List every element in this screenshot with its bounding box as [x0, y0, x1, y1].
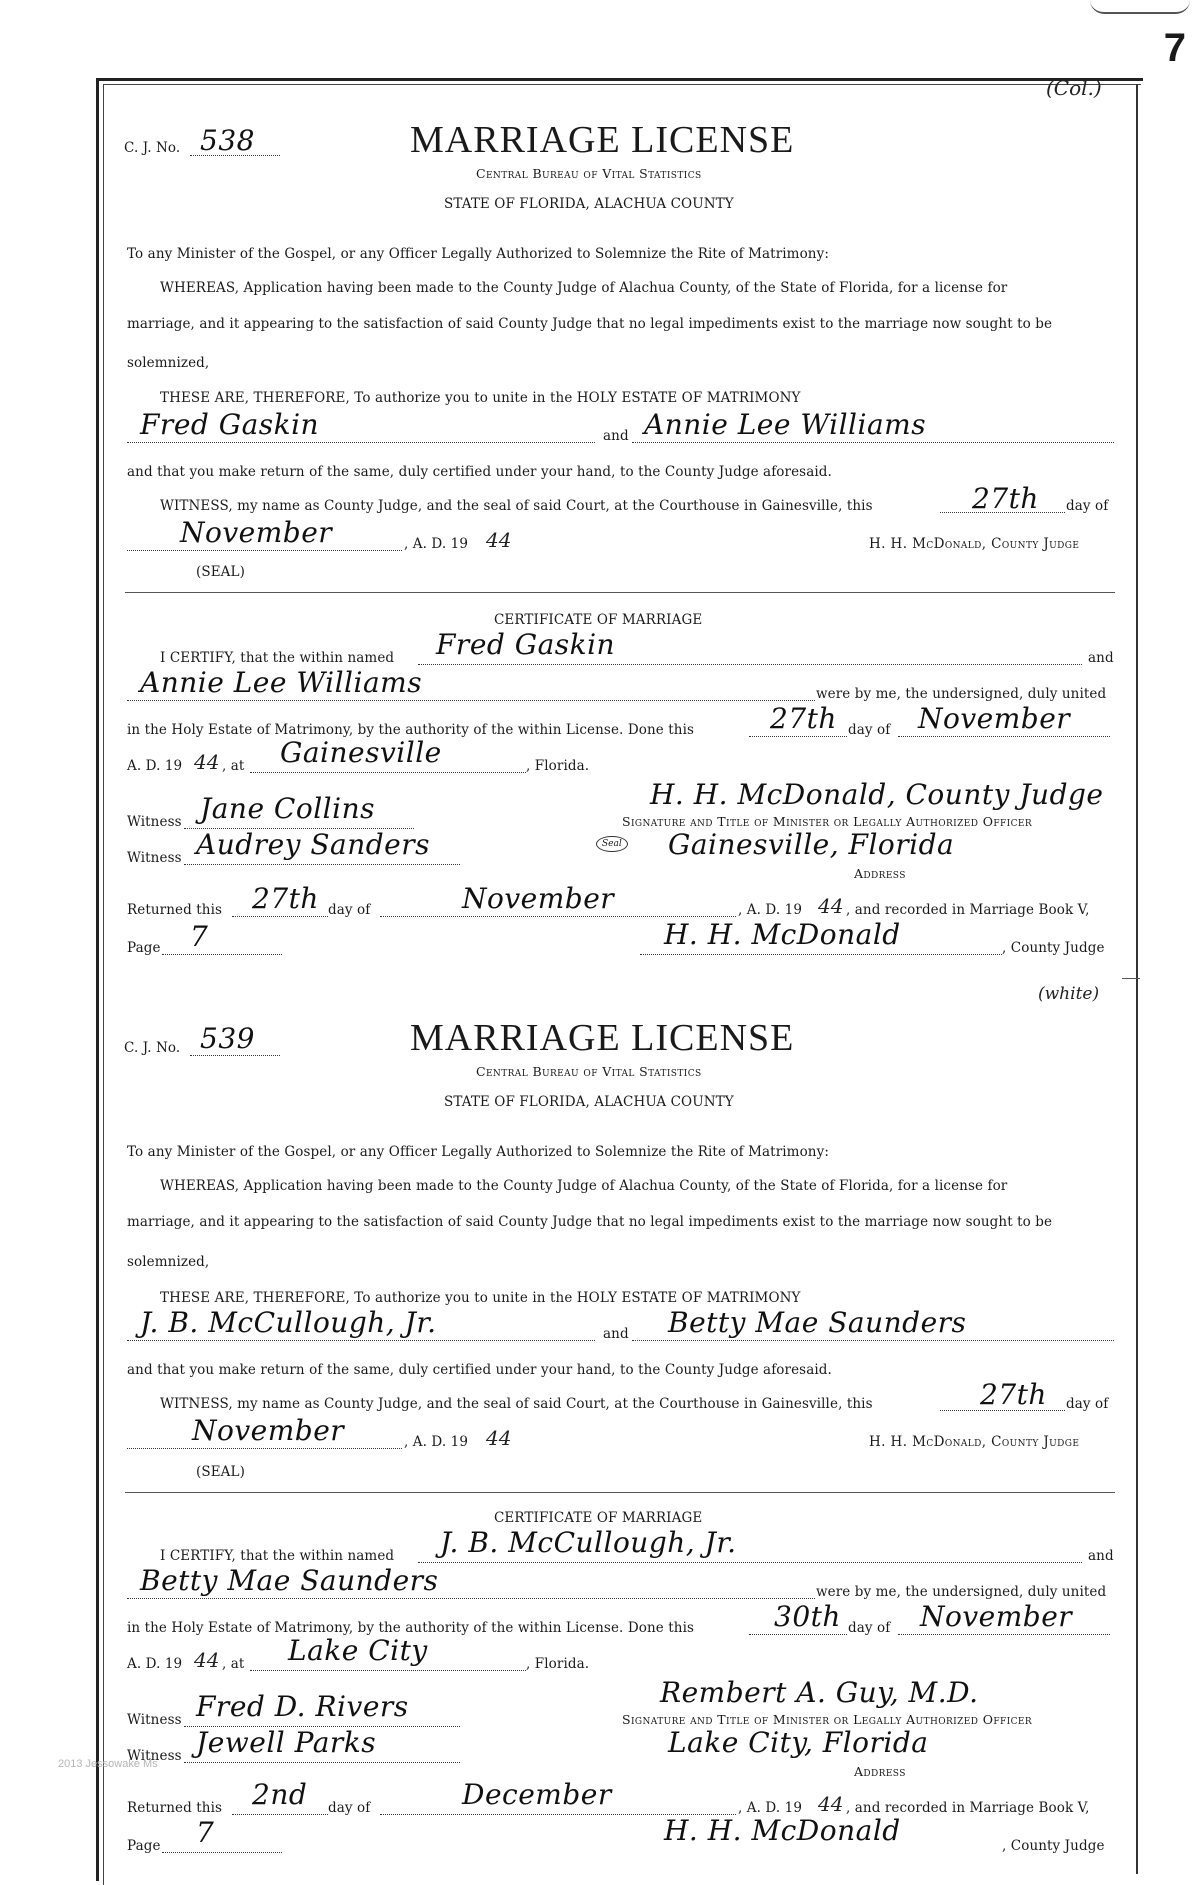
recorded-tail: , and recorded in Marriage Book V, [846, 1800, 1090, 1816]
witness-1: Jane Collins [200, 792, 375, 825]
holy-estate-line: in the Holy Estate of Matrimony, by the authority of the within License. Done this [127, 1620, 695, 1636]
book-page: 7 [196, 1816, 215, 1849]
whereas-line-1: WHEREAS, Application having been made to the County Judge of Alachua County, of the State of Florida, for a license for [160, 1178, 1008, 1194]
returned-month: November [462, 882, 615, 915]
whereas-line-3: solemnized, [127, 355, 210, 371]
i-certify-label: I CERTIFY, that the within named [160, 1548, 395, 1564]
witness-label-2: Witness [127, 850, 182, 866]
county-judge-label: , County Judge [1002, 1838, 1105, 1854]
ad-label: , A. D. 19 [404, 1434, 469, 1450]
license-title: MARRIAGE LICENSE [410, 1017, 795, 1059]
bride-line [632, 442, 1114, 443]
annotation: (Col.) [1046, 76, 1102, 100]
bureau-line: Central Bureau of Vital Statistics [476, 166, 702, 181]
day-of-label-3: day of [328, 902, 371, 918]
done-year: 44 [194, 750, 220, 774]
ad-label-2: A. D. 19 [127, 758, 183, 774]
cj-no-line [190, 1055, 280, 1056]
witness-2: Jewell Parks [196, 1726, 377, 1759]
done-month-line [898, 1634, 1110, 1635]
returned-label: Returned this [127, 902, 223, 918]
book-page-line [162, 954, 282, 955]
witness-month-line [127, 1448, 402, 1449]
cert-groom: Fred Gaskin [436, 628, 616, 661]
cj-no-label: C. J. No. [124, 1040, 181, 1056]
ad-label: , A. D. 19 [404, 536, 469, 552]
book-page: 7 [190, 920, 209, 953]
returned-month: December [462, 1778, 612, 1811]
ad-label-3: , A. D. 19 [738, 902, 803, 918]
officer-signature: Rembert A. Guy, M.D. [660, 1676, 979, 1709]
place: Gainesville [280, 736, 442, 769]
florida-label: , Florida. [526, 1656, 590, 1672]
divider [125, 1492, 1115, 1493]
seal-stamp: Seal [596, 836, 628, 852]
cj-no-value: 539 [200, 1022, 255, 1055]
officer-signature: H. H. McDonald, County Judge [650, 778, 1104, 811]
ad-label-2: A. D. 19 [127, 1656, 183, 1672]
page-label: Page [127, 940, 161, 956]
witness-label-1: Witness [127, 814, 182, 830]
divider [125, 592, 1115, 593]
returned-day: 2nd [252, 1778, 308, 1811]
cert-bride-line [127, 1598, 815, 1599]
day-of-label-2: day of [848, 722, 891, 738]
place: Lake City [288, 1634, 428, 1667]
judge-printed: H. H. McDonald, County Judge [869, 536, 1080, 552]
witness-day: 27th [980, 1378, 1047, 1411]
officer-address: Gainesville, Florida [668, 828, 955, 861]
judge-signature: H. H. McDonald [664, 1814, 901, 1847]
sig-title: Signature and Title of Minister or Legally Authorized Officer [622, 1712, 1033, 1727]
done-day: 27th [770, 702, 837, 735]
were-by-me: were by me, the undersigned, duly united [816, 1584, 1107, 1600]
day-of-label-2: day of [848, 1620, 891, 1636]
top-edge-mark [1090, 0, 1190, 14]
done-month: November [920, 1600, 1073, 1633]
return-clause: and that you make return of the same, duly certified under your hand, to the County Judge aforesaid. [127, 464, 832, 480]
groom-name: J. B. McCullough, Jr. [140, 1306, 437, 1339]
seal-label: (SEAL) [196, 1464, 245, 1480]
book-page-line [162, 1852, 282, 1853]
address-to: To any Minister of the Gospel, or any Officer Legally Authorized to Solemnize the Rite of Matrimony: [127, 1144, 829, 1160]
at-label: , at [222, 1656, 245, 1672]
county-judge-label: , County Judge [1002, 940, 1105, 956]
witness-1: Fred D. Rivers [196, 1690, 409, 1723]
judge-signature-line [640, 954, 1002, 955]
judge-signature: H. H. McDonald [664, 918, 901, 951]
certificate-title: CERTIFICATE OF MARRIAGE [494, 612, 703, 628]
bride-line [632, 1340, 1114, 1341]
address-to: To any Minister of the Gospel, or any Officer Legally Authorized to Solemnize the Rite of Matrimony: [127, 246, 829, 262]
witness-label-2: Witness [127, 1748, 182, 1764]
cert-bride-line [127, 700, 815, 701]
witness-day: 27th [972, 482, 1039, 515]
whereas-line-2: marriage, and it appearing to the satisfaction of said County Judge that no legal impediments exist to the marriage now sought to be [127, 316, 1053, 332]
place-line [250, 1670, 526, 1671]
florida-label: , Florida. [526, 758, 590, 774]
cert-groom: J. B. McCullough, Jr. [440, 1526, 737, 1559]
cj-no-value: 538 [200, 124, 255, 157]
groom-line [127, 442, 595, 443]
witness-clause: WITNESS, my name as County Judge, and the seal of said Court, at the Courthouse in Gainesville, this [160, 1396, 873, 1412]
done-day-line [749, 1634, 847, 1635]
returned-year: 44 [818, 1792, 844, 1816]
witness-label-1: Witness [127, 1712, 182, 1728]
done-day-line [749, 736, 847, 737]
were-by-me: were by me, the undersigned, duly united [816, 686, 1107, 702]
recorded-tail: , and recorded in Marriage Book V, [846, 902, 1090, 918]
state-county-line: STATE OF FLORIDA, ALACHUA COUNTY [444, 1094, 734, 1110]
place-line [250, 772, 526, 773]
and-label-2: and [1088, 650, 1114, 666]
year-suffix: 44 [486, 528, 512, 552]
holy-estate-line: in the Holy Estate of Matrimony, by the authority of the within License. Done this [127, 722, 695, 738]
day-of-label-3: day of [328, 1800, 371, 1816]
annotation-tick [1122, 978, 1140, 979]
and-label: and [603, 1326, 629, 1342]
license-title: MARRIAGE LICENSE [410, 119, 795, 161]
done-month-line [898, 736, 1110, 737]
judge-printed: H. H. McDonald, County Judge [869, 1434, 1080, 1450]
day-of-label: day of [1066, 498, 1109, 514]
witness-2-line [184, 864, 460, 865]
seal-label: (SEAL) [196, 564, 245, 580]
witness-month-line [127, 550, 402, 551]
watermark: 2013 Jessowake Ms [58, 1758, 158, 1770]
witness-2-line [184, 1762, 460, 1763]
returned-year: 44 [818, 894, 844, 918]
whereas-line-1: WHEREAS, Application having been made to the County Judge of Alachua County, of the State of Florida, for a license for [160, 280, 1008, 296]
sig-title: Signature and Title of Minister or Legally Authorized Officer [622, 814, 1033, 829]
whereas-line-3: solemnized, [127, 1254, 210, 1270]
page-number: 7 [1163, 26, 1186, 70]
these-are-line: THESE ARE, THEREFORE, To authorize you to unite in the HOLY ESTATE OF MATRIMONY [160, 1290, 801, 1306]
bride-name: Betty Mae Saunders [668, 1306, 967, 1339]
address-label: Address [854, 1764, 906, 1779]
these-are-line: THESE ARE, THEREFORE, To authorize you to unite in the HOLY ESTATE OF MATRIMONY [160, 390, 801, 406]
groom-name: Fred Gaskin [140, 408, 320, 441]
bureau-line: Central Bureau of Vital Statistics [476, 1064, 702, 1079]
state-county-line: STATE OF FLORIDA, ALACHUA COUNTY [444, 196, 734, 212]
return-clause: and that you make return of the same, duly certified under your hand, to the County Judge aforesaid. [127, 1362, 832, 1378]
and-label-2: and [1088, 1548, 1114, 1564]
cj-no-label: C. J. No. [124, 140, 181, 156]
whereas-line-2: marriage, and it appearing to the satisfaction of said County Judge that no legal impediments exist to the marriage now sought to be [127, 1214, 1053, 1230]
returned-day-line [232, 916, 328, 917]
returned-day-line [232, 1814, 328, 1815]
annotation: (white) [1038, 984, 1100, 1004]
returned-label: Returned this [127, 1800, 223, 1816]
day-of-label: day of [1066, 1396, 1109, 1412]
and-label: and [603, 428, 629, 444]
officer-address: Lake City, Florida [668, 1726, 929, 1759]
returned-month-line [380, 916, 736, 917]
ad-label-3: , A. D. 19 [738, 1800, 803, 1816]
year-suffix: 44 [486, 1426, 512, 1450]
address-label: Address [854, 866, 906, 881]
returned-day: 27th [252, 882, 319, 915]
certificate-title: CERTIFICATE OF MARRIAGE [494, 1510, 703, 1526]
page-label: Page [127, 1838, 161, 1854]
done-month: November [918, 702, 1071, 735]
done-year: 44 [194, 1648, 220, 1672]
i-certify-label: I CERTIFY, that the within named [160, 650, 395, 666]
done-day: 30th [774, 1600, 841, 1633]
witness-clause: WITNESS, my name as County Judge, and the seal of said Court, at the Courthouse in Gainesville, this [160, 498, 873, 514]
bride-name: Annie Lee Williams [644, 408, 927, 441]
cert-bride: Annie Lee Williams [140, 666, 423, 699]
sheet-border-right [1136, 84, 1138, 1874]
cert-groom-line [418, 664, 1082, 665]
at-label: , at [222, 758, 245, 774]
witness-2: Audrey Sanders [196, 828, 431, 861]
cert-groom-line [418, 1562, 1082, 1563]
witness-month: November [180, 516, 333, 549]
groom-line [127, 1340, 595, 1341]
cert-bride: Betty Mae Saunders [140, 1564, 439, 1597]
witness-month: November [192, 1414, 345, 1447]
